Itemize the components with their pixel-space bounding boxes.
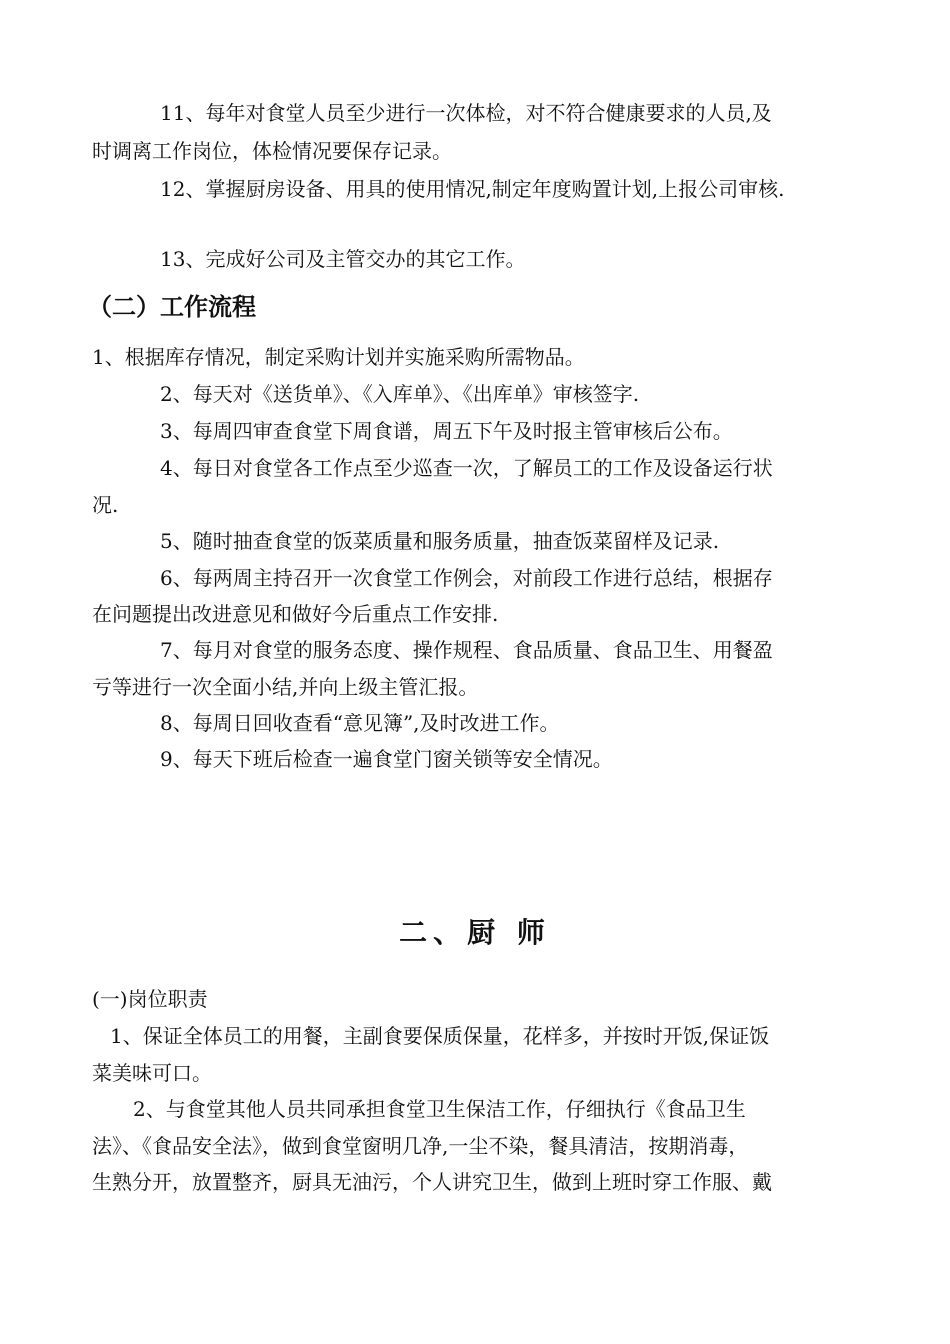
workflow-item-3: 3、每周四审查食堂下周食谱，周五下午及时报主管审核后公布。: [160, 419, 733, 443]
item-11-line-2: 时调离工作岗位，体检情况要保存记录。: [92, 139, 452, 163]
item-13: 13、完成好公司及主管交办的其它工作。: [160, 247, 526, 271]
workflow-item-7-line-1: 7、每月对食堂的服务态度、操作规程、食品质量、食品卫生、用餐盈: [160, 638, 773, 662]
workflow-item-6-line-1: 6、每两周主持召开一次食堂工作例会，对前段工作进行总结，根据存: [160, 566, 773, 590]
workflow-item-1: 1、根据库存情况，制定采购计划并实施采购所需物品。: [92, 345, 585, 369]
workflow-item-7-line-2: 亏等进行一次全面小结,并向上级主管汇报。: [92, 675, 479, 699]
workflow-heading: （二）工作流程: [88, 293, 256, 321]
chef-item-1-line-2: 菜美味可口。: [92, 1061, 212, 1085]
chef-section-title: 二、厨 师: [399, 916, 551, 949]
chef-item-1-line-1: 1、保证全体员工的用餐，主副食要保质保量，花样多，并按时开饭,保证饭: [110, 1024, 770, 1048]
workflow-item-8: 8、每周日回收查看“意见簿”,及时改进工作。: [160, 711, 560, 735]
workflow-item-4-line-1: 4、每日对食堂各工作点至少巡查一次，了解员工的工作及设备运行状: [160, 456, 773, 480]
chef-item-2-line-2: 法》、《食品安全法》，做到食堂窗明几净,一尘不染，餐具清洁，按期消毒，: [92, 1134, 749, 1158]
chef-item-2-line-3: 生熟分开，放置整齐，厨具无油污，个人讲究卫生，做到上班时穿工作服、戴: [92, 1170, 772, 1194]
workflow-item-6-line-2: 在问题提出改进意见和做好今后重点工作安排.: [92, 602, 499, 626]
item-11-line-1: 11、每年对食堂人员至少进行一次体检，对不符合健康要求的人员,及: [160, 101, 772, 125]
workflow-item-4-line-2: 况.: [92, 493, 119, 517]
workflow-item-2: 2、每天对《送货单》、《入库单》、《出库单》审核签字.: [160, 382, 640, 406]
workflow-item-5: 5、随时抽查食堂的饭菜质量和服务质量，抽查饭菜留样及记录.: [160, 529, 720, 553]
workflow-item-9: 9、每天下班后检查一遍食堂门窗关锁等安全情况。: [160, 747, 613, 771]
chef-item-2-line-1: 2、与食堂其他人员共同承担食堂卫生保洁工作，仔细执行《食品卫生: [133, 1097, 746, 1121]
item-12: 12、掌握厨房设备、用具的使用情况,制定年度购置计划,上报公司审核.: [160, 177, 785, 201]
chef-subheading: (一)岗位职责: [92, 987, 208, 1011]
